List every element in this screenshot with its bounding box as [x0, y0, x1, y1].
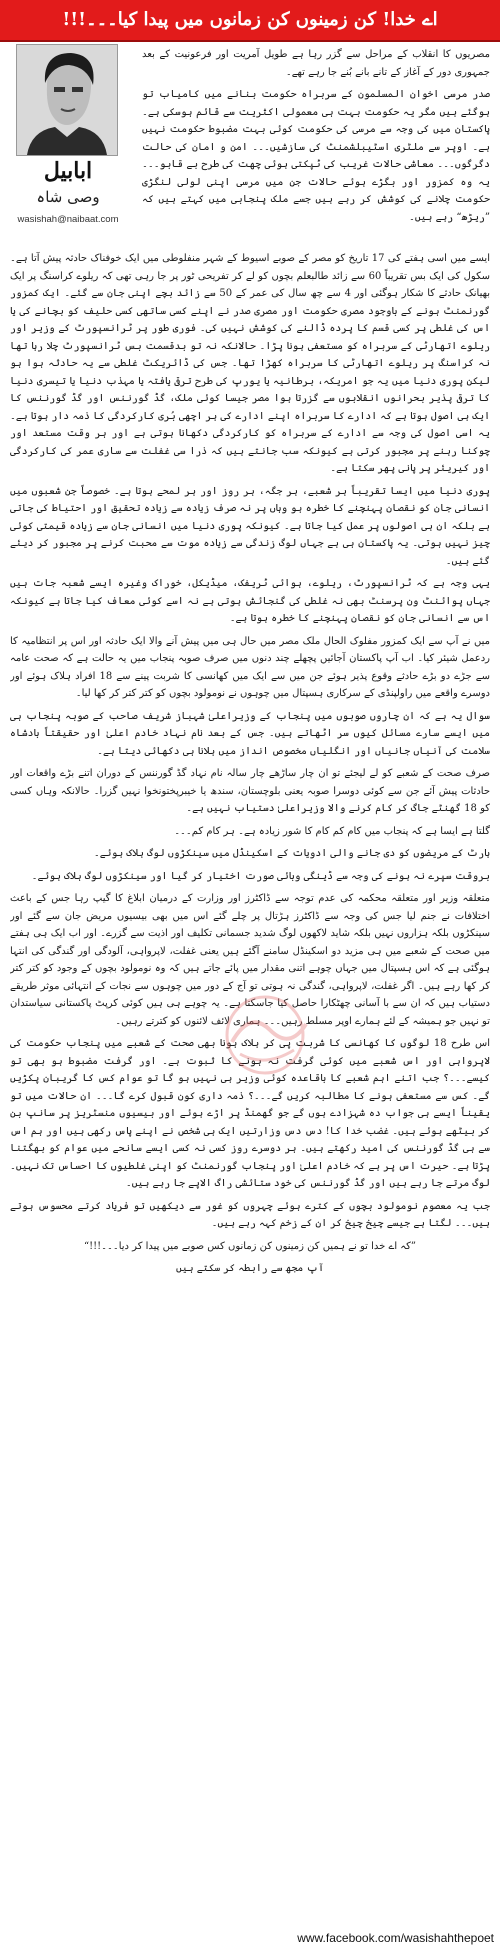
- paragraph: سوال یہ ہے کہ ان چاروں صوبوں میں پنجاب کے وزیراعلیٰ شہباز شریف صاحب کے صوبہ پنجاب ہی میں ایسے سارے مسائل کیوں سر اٹھاتے ہیں۔ جس کے بعد نام نہاد خادم اعلیٰ اور حقیقتاً بادشاہ سلامت کی آنیاں جانیاں اور انگلیاں مخصوص انداز میں ہلانا ہی دکھائی دیتا ہے۔: [10, 710, 490, 757]
- author-email: wasishah@naibaat.com: [17, 214, 119, 225]
- author-name: وصی شاہ: [36, 188, 100, 206]
- author-portrait-image: [17, 45, 117, 155]
- article-body-top: [142, 46, 490, 246]
- paragraph: میں نے آپ سے ایک کمزور مفلوک الحال ملک مصر میں حال ہی میں پیش آنے والا ایک حادثہ اور اس پر انتظامیہ کا ردعمل شیئر کیا۔ اب آپ پاکستان آجائیں پچھلے چند دنوں میں صرف صوبہ پنجاب میں یہ حالت ہے کہ صحت عامہ سے جڑے دو بڑے حادثے وقوع پذیر ہوئے جن میں سے ایک میں کھانسی کا شربت پینے سے 18 افراد ہلاک ہوئے اور دوسرے واقعے میں راولپنڈی کے سرکاری ہسپتال میں چوہوں نے نومولود بچوں کو کتر کتر کر کھا لیا۔: [10, 635, 490, 699]
- paragraph: پوری دنیا میں ایسا تقریباً ہر شعبے، ہر جگہ، ہر روز اور ہر لمحے ہوتا ہے۔ خصوصاً جن شعبوں میں انسانی جان کو نقصان پہنچنے کا خطرہ ہو وہاں پر نہ صرف زیادہ سے زیادہ تحقیق اور احتیاط کی جاتی ہے بلکہ ان ہی اصولوں پر عمل کیا جاتا ہے۔ کیونکہ پوری دنیا میں انسانی جان سے زیادہ قیمتی کوئی چیز نہیں ہوتی۔ یہ پاکستان ہی ہے جہاں لوگ زندگی سے زیادہ موت سے محبت کرنے پر مجبور کر دیئے گئے ہیں۔: [10, 485, 490, 567]
- article-body: [10, 250, 490, 1890]
- paragraph: یہی وجہ ہے کہ ٹرانسپورٹ، ریلوے، ہوائی ٹریفک، میڈیکل، خوراک وغیرہ ایسے شعبہ جات ہیں جہاں پوائنٹ ون پرسنٹ بھی نہ غلطی کی گنجائش ہوتی ہے نہ اسے کوئی معاف کیا جاتا ہے کیونکہ اس سے انسانی جان کو نقصان پہنچنے کا خطرہ ہوتا ہے۔: [10, 578, 490, 624]
- contact-line: آپ مجھ سے رابطہ کر سکتے ہیں: [176, 1263, 324, 1274]
- closing-quote: ”کہ اے خدا تو نے ہمیں کن زمینوں کن زمانوں کس صوبے میں پیدا کر دیا۔۔۔!!!“: [83, 1240, 417, 1252]
- paragraph: گلتا ہے ایسا ہے کہ پنجاب میں کام کم کام کا شور زیادہ ہے۔ ہر کام کم۔۔۔: [174, 825, 490, 837]
- paragraph: جب یہ معصوم نومولود بچوں کے کترے ہوئے چہروں کو غور سے دیکھیں تو فریاد کرتے محسوس ہوتے ہیں۔۔۔ لگتا ہے جیسے چیخ چیخ کر ان کے زخم کہہ رہے ہیں۔: [10, 1200, 490, 1229]
- paragraph: ہارٹ کے مریضوں کو دی جانے والی ادویات کے اسکینڈل میں سینکڑوں لوگ ہلاک ہوئے۔: [93, 848, 490, 859]
- headline-banner: [0, 0, 500, 42]
- paragraph: مصریوں کا انقلاب کے مراحل سے گزر رہا ہے طویل آمریت اور فرعونیت کے بعد جمہوری دور کے آغاز کے تانے بانے بُنے جا رہے تھے۔: [142, 49, 490, 78]
- paragraph: بروقت سپرے نہ ہونے کی وجہ سے ڈینگی وبائی صورت اختیار کر گیا اور سینکڑوں لوگ ہلاک ہوئے۔: [31, 870, 490, 882]
- paragraph: متعلقہ وزیر اور متعلقہ محکمہ کی عدم توجہ سے ڈاکٹرز اور وزارت کے درمیان ابلاغ کا گیپ رہا جس کے باعث اختلافات نے جنم لیا جس کی وجہ سے ڈاکٹرز ہڑتال پر چلے گئے اس میں بھی بیسیوں مریض جان سے گئے اور سینکڑوں بلکہ ہزاروں نہیں بلکہ شاید لاکھوں لوگ شدید جسمانی تکلیف اور اذیت سے گزرے۔ اور اب ایک ہی ہفتے میں صحت کے شعبے میں ہی مزید دو اسکینڈل سامنے آگئے ہیں یعنی غفلت، لاپرواہی، آلودگی اور گندگی کی انتہا ہوگئی ہے کہ اس ہسپتال میں جہاں چوہے اتنی مقدار میں پائے جاتے ہیں کہ وہ نومولود بچوں کے وجود کو کتر کتر کر کھا رہے ہیں۔ اگر غفلت، لاپرواہی، گندگی نہ ہوتی تو آج کے دور میں چوہوں سے نجات کے انتہائی موثر طریقے دستیاب ہیں کہ ان سے با آسانی چھٹکارا حاصل کیا جاسکتا ہے۔ یہ چوہے ہی ہیں کوئی کرپٹ پاکستانی سیاستدان تو نہیں جو ہمیشہ کے لئے ہمارے اوپر مسلط رہیں۔۔۔ ہماری لائف لائنوں کو کترتے رہیں۔: [10, 893, 490, 1027]
- facebook-link[interactable]: www.facebook.com/wasishahthepoet: [297, 1931, 494, 1945]
- paragraph: صدر مرسی اخوان المسلمون کے سربراہ حکومت بنانے میں کامیاب تو ہوگئے ہیں مگر یہ حکومت بہت ہی معمولی اکثریت سے قائم ہوسکی ہے۔ پاکستان میں کی وجہ سے مرسی کی حکومت کوئی بہت مضبوط حکومت نہیں ہے۔ اوپر سے ملٹری اسٹیبلشمنٹ کی سازشیں۔۔۔ امن و امان کی حالت دگرگوں۔۔۔ معاشی حالات غریب کی ٹپکتی ہوئی چھت کی طرح بے قابو۔۔۔ یہ وہ کمزور اور بگڑے ہوئے حالات جن میں مرسی اپنی لولی لنگڑی حکومت چلانے کی کوشش کر رہے ہیں جسے ملک پنجابی میں کہتے ہیں کہ ”ریڑھ“ رہے ہیں۔: [142, 89, 490, 223]
- byline-box: [2, 44, 134, 244]
- author-portrait: [16, 44, 118, 156]
- paragraph: اس طرح 18 لوگوں کا کھانسی کا شربت پی کر ہلاک ہونا بھی صحت کے شعبے میں پنجاب حکومت کی لاپرواہی اور اس شعبے میں کوئی گرفت نہ ہونے کا ثبوت ہے۔ اور گرفت مضبوط ہو بھی تو کیسے۔۔۔؟ جب اتنے اہم شعبے کا باقاعدہ کوئی وزیر ہی نہیں ہو گا تو عوام کس کا گریبان پکڑیں گے۔ کس سے مستعفی ہونے کا مطالبہ کریں گے۔۔۔؟ ذمہ داری کون قبول کرے گا۔۔۔ ان حالات میں تو یقیناً ایسے ہی جواب دہ شہزادے ہوں گے جو گھمنڈ پر اڑے ہوئے اور بیسیوں منسٹریز پر سانپ بن کر بیٹھے ہوئے ہیں۔ غضب خدا کا! دس دس وزارتیں ایک ہی شخص نے اپنے پاس رکھی ہیں اور ہم اس سے ہی گڈ گورننس کی امید رکھتے ہیں۔ ہر دوسرے روز کسی نہ کسی ایسے سانحے میں عوام کو بھگتنا پڑتا ہے۔ حیرت اس پر ہے کہ خادم اعلیٰ اور پنجاب گورنمنٹ کو اپنی غلطیوں کا احساس تک نہیں۔ لوگ مرتے جا رہے ہیں اور گڈ گورننس کی خود ستائشی راگ الاپے جا رہے ہیں۔: [10, 1038, 490, 1189]
- headline-title: اے خدا! کن زمینوں کن زمانوں میں پیدا کیا۔۔۔!!!: [62, 9, 438, 30]
- paragraph: ایسے میں اسی ہفتے کی 17 تاریخ کو مصر کے صوبے اسیوط کے شہر منفلوطی میں ایک خوفناک حادثہ پیش آتا ہے۔ سکول کی ایک بس تقریباً 60 سے زائد طالبعلم بچوں کو لے کر تفریحی ٹور پر جا رہی تھی کہ ریلوے کراسنگ پر ایک بھیانک حادثے کا شکار ہوگئی اور 4 سے چھ سال کی عمر کے 50 سے زائد بچے اپنی جان سے گئے۔ ایک کمزور گورنمنٹ ہونے کے باوجود مصری حکومت اور مصری صدر نے اپنے کسی ساتھی کسی حلیف کو بچانے کی یا اس کی غلطی پر کسی قسم کا پردہ ڈالنے کی کوشش نہیں کی۔ فوری طور پر ٹرانسپورٹ کے وزیر اور ریلوے اتھارٹی کے سربراہ کو مستعفی ہونا پڑا۔ حالانکہ نہ تو بدقسمت بس ٹرانسپورٹ چلا رہا تھا نہ کراسنگ پر ریلوے اتھارٹی کا سربراہ کھڑا تھا۔ جس کی ڈائریکٹ غلطی سے یہ حادثہ ہوا ہو لیکن پوری دنیا میں یہ جو امریکہ، برطانیہ یا یورپ کی طرح ترقی یافتہ یا مہذب دنیا یا تیسری دنیا کا ترقی پذیر بحرانوں انقلابوں سے گزرتا ہوا مصر جیسا کوئی ملک، گڈ گورننس اور گڈ گورننس کا ایک ہی اصول ہوتا ہے کہ ادارے کا سربراہ اپنے ادارے کی ہر اچھی بُری کارکردگی کا ذمہ دار ہوتا ہے۔ یہ اسی اصول کی وجہ سے ادارے کے سربراہ کو کارکردگی دکھانا ہوتی ہے اور ہر وقت مستعد اور چوکنا رہنے پر مجبور کرتی ہے کیونکہ سب جانتے ہیں کہ ذرا سی غفلت سے ساری عمر کی کارکردگی اور کیریئر پر پانی پھر سکتا ہے۔: [10, 253, 490, 474]
- column-name: ابابیل: [43, 158, 93, 184]
- paragraph: صرف صحت کے شعبے کو لے لیجئے تو ان چار ساڑھے چار سالہ نام نہاد گڈ گورننس کے دوران اتنے بڑے واقعات اور حادثات پیش آئے جن سے کوئی دوسرا صوبہ یعنی بلوچستان، سندھ یا خیبرپختونخوا نہیں گزرا۔ حالانکہ وہاں کسی کو 18 گھنٹے جاگ کر کام کرنے والا وزیراعلیٰ دستیاب نہیں ہے۔: [10, 768, 490, 814]
